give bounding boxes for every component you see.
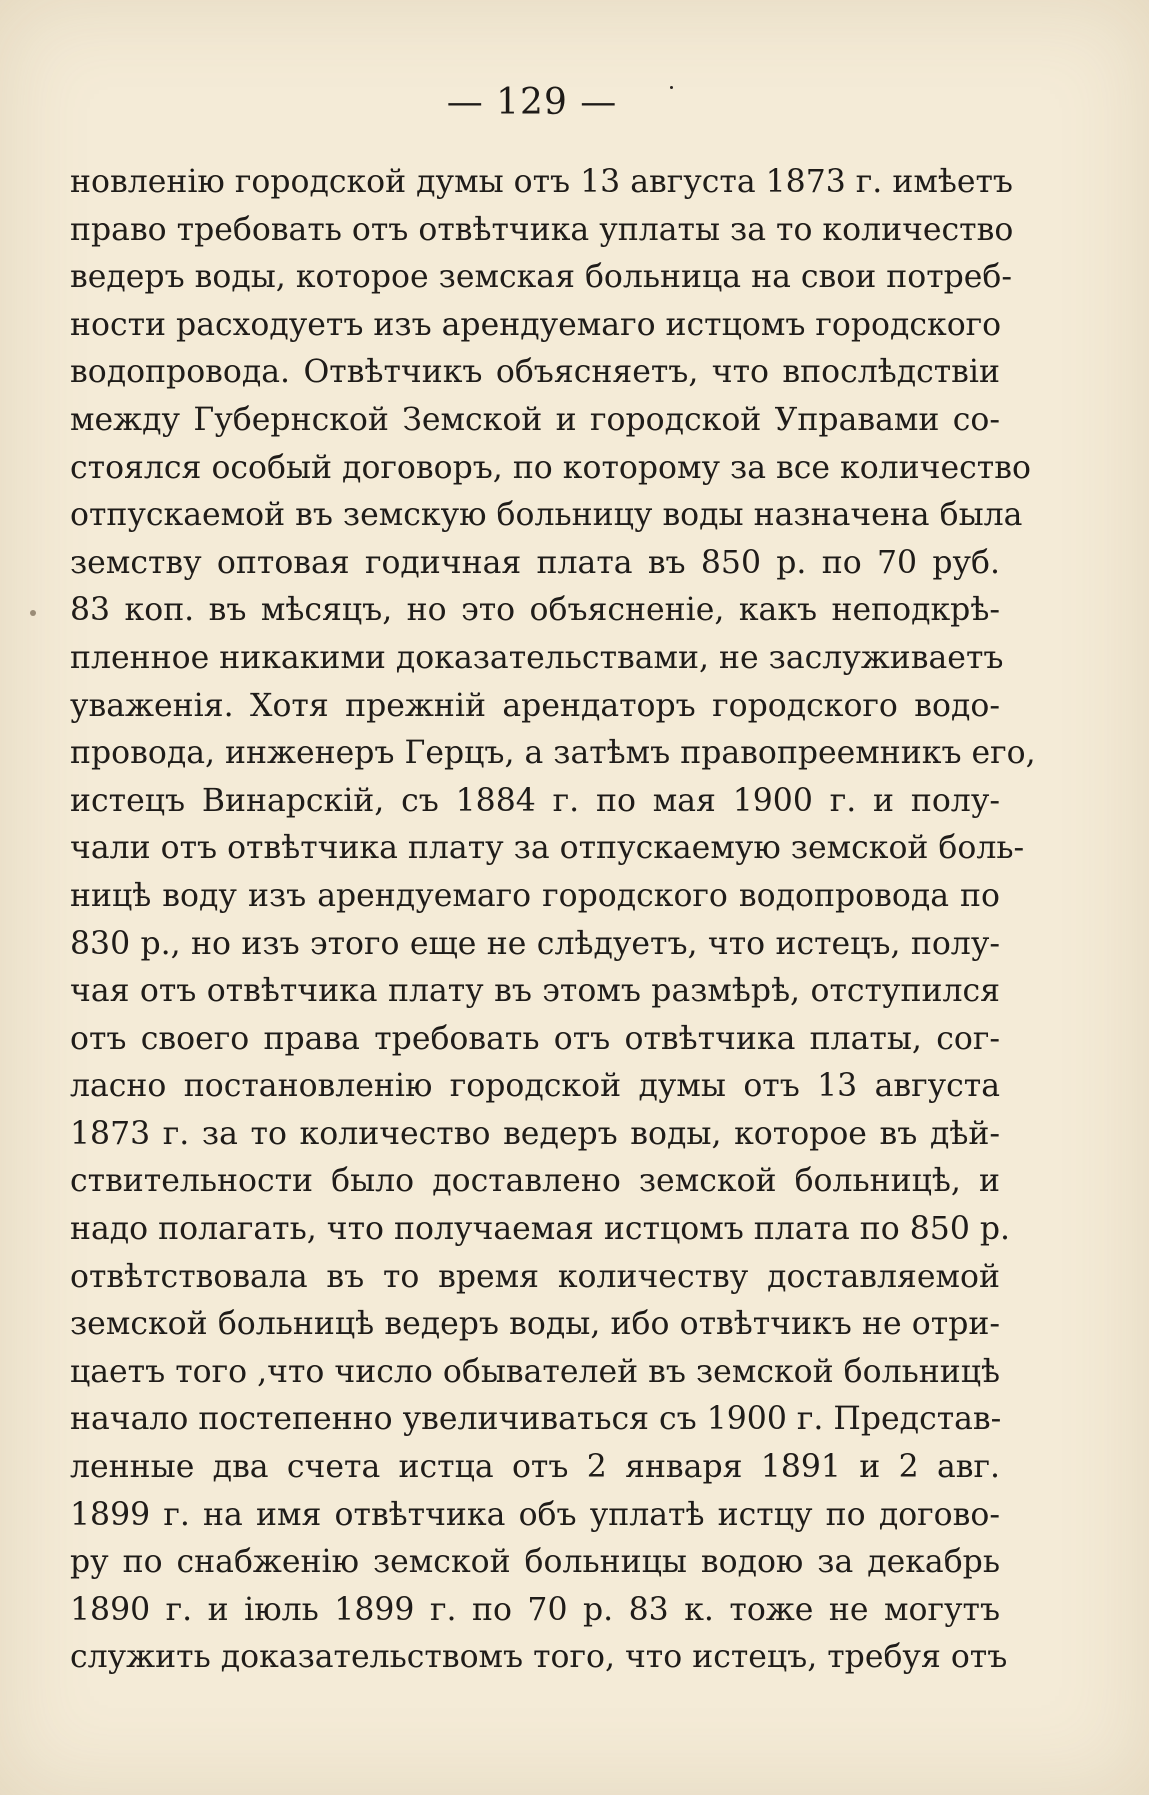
text-line: пленное никакими доказательствами, не заслуживаетъ (70, 639, 1004, 676)
text-line: 1873 г. за то количество ведеръ воды, которое въ дѣй- (70, 1115, 1000, 1152)
page-number: — 129 — (446, 82, 618, 123)
text-line: ницѣ воду изъ арендуемаго городского водопровода по (70, 877, 1000, 914)
text-line: отвѣтствовала въ то время количеству доставляемой (70, 1258, 1000, 1295)
text-line: отпускаемой въ земскую больницу воды назначена была (70, 497, 1023, 534)
text-line: ствительности было доставлено земской больницѣ, и (70, 1163, 1000, 1200)
text-line: 1890 г. и іюль 1899 г. по 70 р. 83 к. тоже не могутъ (70, 1591, 1000, 1628)
text-line: надо полагать, что получаемая истцомъ плата по 850 р. (70, 1211, 1011, 1248)
text-line: начало постепенно увеличиваться съ 1900 г. Представ- (70, 1401, 1002, 1438)
text-line: земству оптовая годичная плата въ 850 р. по 70 руб. (70, 544, 1000, 581)
text-line: служить доказательствомъ того, что истецъ, требуя отъ (70, 1639, 1008, 1676)
text-line: право требовать отъ отвѣтчика уплаты за то количество (70, 211, 1014, 248)
body-text (70, 159, 1036, 1682)
text-line: чая отъ отвѣтчика плату въ этомъ размѣрѣ, отступился (70, 973, 1000, 1010)
text-line: цаетъ того ,что число обывателей въ земской больницѣ (70, 1353, 1000, 1390)
text-line: провода, инженеръ Герцъ, а затѣмъ правопреемникъ его, (70, 735, 1036, 772)
text-line: 1899 г. на имя отвѣтчика объ уплатѣ истцу по догово- (70, 1496, 1000, 1533)
text-line: водопровода. Отвѣтчикъ объясняетъ, что впослѣдствіи (70, 354, 1000, 391)
text-line: ру по снабженію земской больницы водою за декабрь (70, 1544, 1000, 1581)
margin-mark (30, 610, 36, 616)
text-line: ленные два счета истца отъ 2 января 1891 и 2 авг. (70, 1449, 1000, 1486)
text-line: уваженія. Хотя прежній арендаторъ городского водо- (70, 687, 1000, 724)
text-line: ности расходуетъ изъ арендуемаго истцомъ городского (70, 306, 1002, 343)
text-line: ласно постановленію городской думы отъ 13 августа (70, 1068, 1000, 1105)
text-line: 83 коп. въ мѣсяцъ, но это объясненіе, какъ неподкрѣ- (70, 592, 1000, 629)
text-line: стоялся особый договоръ, по которому за все количество (70, 449, 1031, 486)
text-line: ведеръ воды, которое земская больница на свои потреб- (70, 259, 1013, 296)
text-line: между Губернской Земской и городской Управами со- (70, 401, 1000, 438)
text-line: отъ своего права требовать отъ отвѣтчика платы, сог- (70, 1020, 1000, 1057)
text-line: земской больницѣ ведеръ воды, ибо отвѣтчикъ не отри- (70, 1306, 1000, 1343)
text-line: 830 р., но изъ этого еще не слѣдуетъ, что истецъ, полу- (70, 925, 1000, 962)
text-line: новленію городской думы отъ 13 августа 1873 г. имѣетъ (70, 164, 1013, 200)
text-line: истецъ Винарскій, съ 1884 г. по мая 1900 г. и полу- (70, 782, 1000, 819)
text-line: чали отъ отвѣтчика плату за отпускаемую земской боль- (70, 830, 1025, 867)
